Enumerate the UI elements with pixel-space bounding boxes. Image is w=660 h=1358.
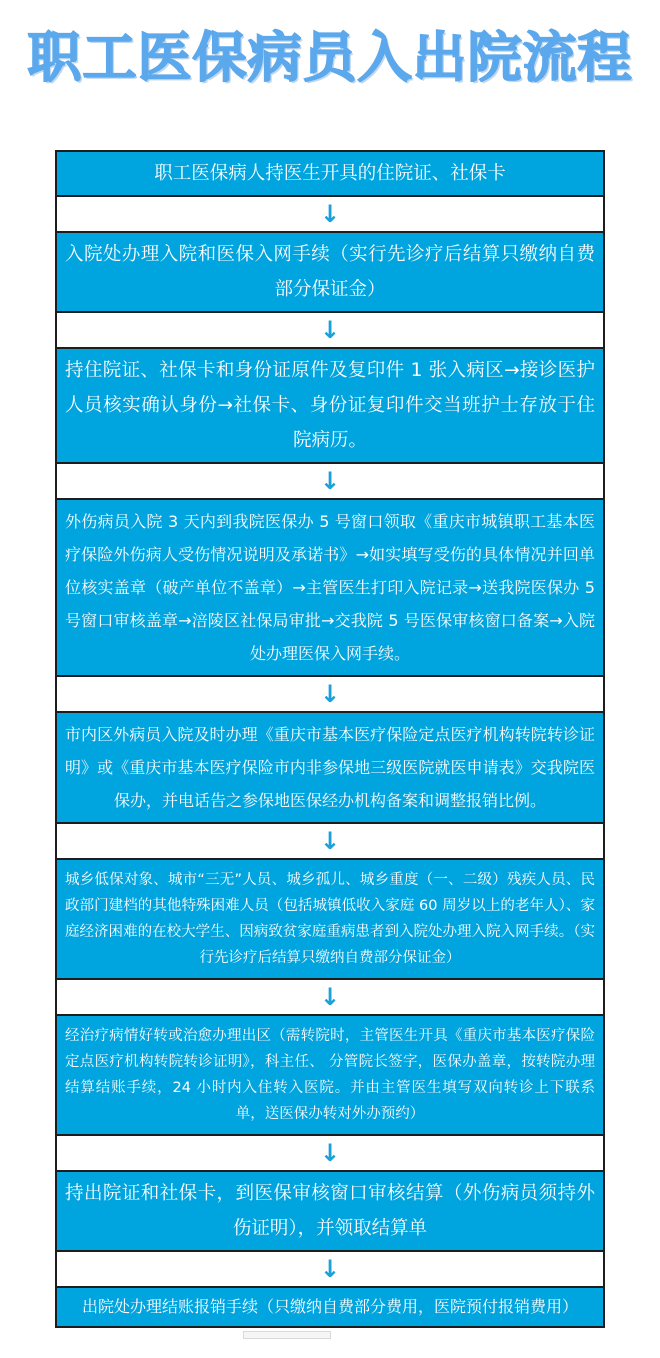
flow-step-8: 持出院证和社保卡，到医保审核窗口审核结算（外伤病员须持外伤证明），并领取结算单 — [57, 1172, 603, 1252]
down-arrow-icon: ↓ — [57, 824, 603, 860]
flowchart-table — [55, 150, 605, 1328]
flow-step-9: 出院处办理结账报销手续（只缴纳自费部分费用，医院预付报销费用） — [57, 1288, 603, 1326]
flow-step-4: 外伤病员入院 3 天内到我院医保办 5 号窗口领取《重庆市城镇职工基本医疗保险外伤病人受伤情况说明及承诺书》→如实填写受伤的具体情况并回单位核实盖章（破产单位不盖章）→主管医生打印入院记录→送我院医保办 5 号窗口审核盖章→涪陵区社保局审批→交我院 5 号医保审核窗口备案→入院处办理医保入网手续。 — [57, 500, 603, 677]
down-arrow-icon: ↓ — [57, 197, 603, 233]
down-arrow-icon: ↓ — [57, 313, 603, 349]
flow-step-5: 市内区外病员入院及时办理《重庆市基本医疗保险定点医疗机构转院转诊证明》或《重庆市基本医疗保险市内非参保地三级医院就医申请表》交我院医保办，并电话告之参保地医保经办机构备案和调整报销比例。 — [57, 713, 603, 824]
flow-step-6: 城乡低保对象、城市“三无”人员、城乡孤儿、城乡重度（一、二级）残疾人员、民政部门建档的其他特殊困难人员（包括城镇低收入家庭 60 周岁以上的老年人）、家庭经济困难的在校大学生、因病致贫家庭重病患者到入院处办理入院入网手续。（实行先诊疗后结算只缴纳自费部分保证金） — [57, 860, 603, 980]
down-arrow-icon: ↓ — [57, 677, 603, 713]
flow-step-2: 入院处办理入院和医保入网手续（实行先诊疗后结算只缴纳自费部分保证金） — [57, 233, 603, 313]
down-arrow-icon: ↓ — [57, 1252, 603, 1288]
scan-artifact — [243, 1331, 331, 1339]
flow-step-3: 持住院证、社保卡和身份证原件及复印件 1 张入病区→接诊医护人员核实确认身份→社保卡、身份证复印件交当班护士存放于住院病历。 — [57, 349, 603, 464]
page-title: 职工医保病员入出院流程 — [27, 26, 633, 89]
down-arrow-icon: ↓ — [57, 980, 603, 1016]
flow-step-7: 经治疗病情好转或治愈办理出区（需转院时，主管医生开具《重庆市基本医疗保险定点医疗机构转院转诊证明》，科主任、 分管院长签字，医保办盖章，按转院办理结算结账手续，24 小时内入住转入医院。并由主管医生填写双向转诊上下联系单，送医保办转对外办预约） — [57, 1016, 603, 1136]
down-arrow-icon: ↓ — [57, 1136, 603, 1172]
flow-step-1: 职工医保病人持医生开具的住院证、社保卡 — [57, 152, 603, 197]
down-arrow-icon: ↓ — [57, 464, 603, 500]
